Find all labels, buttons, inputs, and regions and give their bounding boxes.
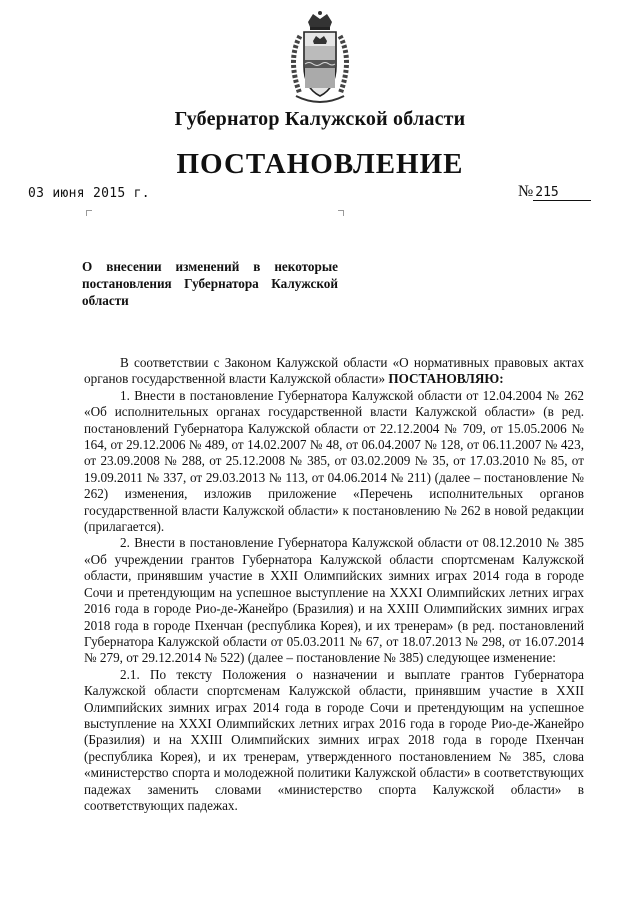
coat-of-arms-icon [270,10,370,110]
document-subject: О внесении изменений в некоторые постановления Губернатора Калужской области [82,259,338,308]
paragraph-2: 2. Внести в постановление Губернатора Калужской области от 08.12.2010 № 385 «Об учреждении грантов Губернатора Калужской области спортсменам Калужской области, принявшим участие в XXII Олимпийских зимних играх 2014 года в городе Сочи и претендующим на успешное выступление на XXXI Олимпийских летних играх 2016 года в городе Рио-де-Жанейро (Бразилия) и на XXIII Олимпийских зимних играх 2018 года в городе Пхенчан (республика Корея), и их тренерам» (в ред. постановлений Губернатора Калужской области от 05.03.2011 № 67, от 18.07.2013 № 298, от 16.07.2014 № 279, от 29.12.2014 № 522) (далее – постановление № 385) следующее изменение: [84,535,584,666]
number-sign: № [518,183,534,200]
paragraph-1: 1. Внести в постановление Губернатора Калужской области от 12.04.2004 № 262 «Об исполнительных органах государственной власти Калужской области» (в ред. постановлений Губернатора Калужской области от 22.12.2004 № 709, от 15.05.2006 № 164, от 29.12.2006 № 489, от 14.02.2007 № 48, от 06.04.2007 № 128, от 06.11.2007 № 423, от 23.09.2008 № 288, от 25.12.2008 № 385, от 03.02.2009 № 35, от 17.03.2010 № 85, от 19.09.2011 № 337, от 29.03.2013 № 113, от 04.06.2014 № 211) (далее – постановление № 262) изменения, изложив приложение «Перечень исполнительных органов государственной власти Калужской области» к постановлению № 262 в новой редакции (прилагается). [84,387,584,535]
corner-mark-right [338,210,344,216]
decree-keyword: ПОСТАНОВЛЯЮ: [388,371,504,387]
issuing-authority: Губернатор Калужской области [174,108,466,130]
document-body [84,355,584,814]
document-type: ПОСТАНОВЛЕНИЕ [176,148,464,180]
document-date: 03 июня 2015 г. [28,186,150,201]
paragraph-2-1: 2.1. По тексту Положения о назначении и выплате грантов Губернатора Калужской области спортсменам Калужской области, принявшим участие в XXII Олимпийских зимних играх 2014 года в городе Сочи и претендующим на успешное выступление на XXXI Олимпийских летних играх 2016 года в городе Рио-де-Жанейро (Бразилия) и на XXIII Олимпийских зимних играх 2018 года в городе Пхенчан (республика Корея), и их тренерам, утвержденного постановлением № 385, слова «министерство спорта и молодежной политики Калужской области» в соответствующих падежах заменить словами «министерство спорта Калужской области» в соответствующих падежах. [84,666,584,813]
corner-mark-left [86,210,92,216]
document-number [518,183,591,201]
intro-text: В соответствии с Законом Калужской области «О нормативных правовых актах органов государственной власти Калужской области» [84,355,584,387]
intro-paragraph [84,355,584,388]
number-value: 215 [533,185,591,201]
